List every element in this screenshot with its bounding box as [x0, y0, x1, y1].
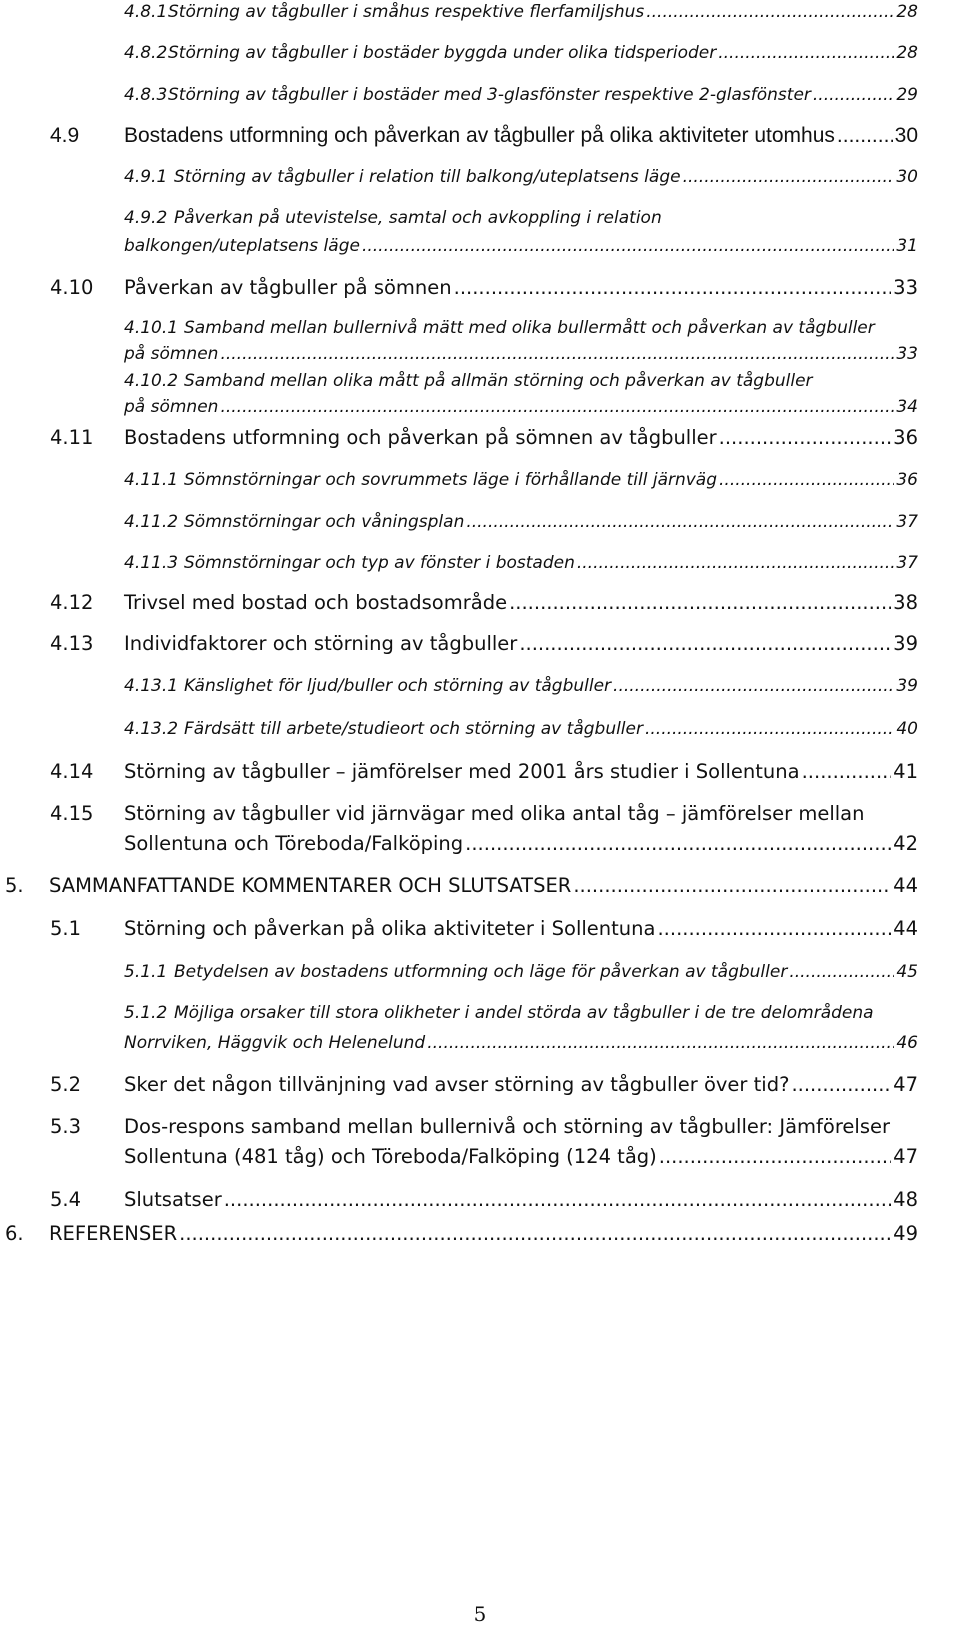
toc-leader: [645, 719, 894, 739]
toc-entry-title-cont: på sömnen: [124, 344, 219, 364]
toc-entry-number: 4.10.1: [124, 318, 179, 338]
toc-leader: [683, 167, 895, 187]
toc-entry-title: Dos-respons samband mellan bullernivå och störning av tågbuller: Jämförelser: [124, 1115, 890, 1138]
toc-entry-title-cont: Sollentuna och Töreboda/Falköping: [124, 832, 464, 855]
toc-entry[interactable]: [124, 85, 918, 105]
toc-entry-page: 36: [896, 470, 918, 490]
toc-leader: [791, 1073, 891, 1096]
toc-leader: [220, 397, 894, 417]
toc-leader: [224, 1188, 891, 1211]
toc-entry[interactable]: [50, 276, 918, 299]
toc-leader: [427, 1033, 894, 1053]
toc-leader: [657, 917, 891, 940]
toc-entry-title-cont: balkongen/uteplatsens läge: [124, 236, 360, 256]
toc-entry-title: Känslighet för ljud/buller och störning av tågbuller: [184, 676, 612, 696]
toc-entry[interactable]: [124, 43, 918, 63]
toc-leader: [454, 276, 892, 299]
toc-leader: [509, 591, 891, 614]
toc-entry-number: 4.11.2: [124, 512, 179, 532]
toc-entry[interactable]: [124, 208, 918, 228]
toc-entry-number: 5.3: [50, 1115, 82, 1138]
toc-leader: [837, 124, 893, 148]
toc-leader: [789, 962, 894, 982]
toc-entry-title: Samband mellan olika mått på allmän störning och påverkan av tågbuller: [184, 371, 813, 391]
toc-entry-title: Störning av tågbuller – jämförelser med 2001 års studier i Sollentuna: [124, 760, 800, 783]
toc-entry[interactable]: [124, 553, 918, 573]
toc-entry-continuation[interactable]: [124, 1033, 918, 1053]
toc-leader: [466, 512, 894, 532]
toc-entry-title: Trivsel med bostad och bostadsområde: [124, 591, 508, 614]
toc-entry-number: 4.13.2: [124, 719, 179, 739]
toc-entry-title-cont: Norrviken, Häggvik och Helenelund: [124, 1033, 426, 1053]
toc-entry-continuation[interactable]: [124, 1145, 918, 1168]
toc-entry-title: REFERENSER: [49, 1222, 178, 1245]
toc-entry[interactable]: [124, 371, 918, 391]
toc-entry-number: 4.8.3: [124, 85, 168, 105]
toc-entry[interactable]: [124, 1003, 918, 1023]
toc-entry-continuation[interactable]: [124, 832, 918, 855]
toc-entry-title: Störning av tågbuller vid järnvägar med olika antal tåg – jämförelser mellan: [124, 802, 865, 825]
toc-entry-page: 47: [893, 1073, 918, 1096]
toc-entry-number: 4.13: [50, 632, 94, 655]
toc-entry[interactable]: [124, 719, 918, 739]
toc-entry-continuation[interactable]: [124, 344, 918, 364]
toc-leader: [719, 470, 894, 490]
toc-entry[interactable]: [50, 591, 918, 614]
toc-entry-page: 37: [896, 512, 918, 532]
toc-entry-page: 33: [896, 344, 918, 364]
toc-entry[interactable]: [50, 1188, 918, 1211]
toc-entry-title: Sömnstörningar och sovrummets läge i förhållande till järnväg: [184, 470, 718, 490]
toc-entry[interactable]: [50, 760, 918, 783]
toc-entry-title: Slutsatser: [124, 1188, 222, 1211]
toc-leader: [718, 43, 894, 63]
toc-entry-page: 34: [896, 397, 918, 417]
toc-entry-number: 4.11: [50, 426, 94, 449]
toc-entry-page: 37: [896, 553, 918, 573]
toc-entry[interactable]: [124, 676, 918, 696]
toc-entry-page: 46: [896, 1033, 918, 1053]
toc-entry-page: 47: [893, 1145, 918, 1168]
toc-entry-title: Störning och påverkan på olika aktiviteter i Sollentuna: [124, 917, 656, 940]
toc-entry-title: Färdsätt till arbete/studieort och störning av tågbuller: [184, 719, 643, 739]
toc-entry[interactable]: [50, 917, 918, 940]
toc-entry-title: Sker det någon tillvänjning vad avser störning av tågbuller över tid?: [124, 1073, 790, 1096]
toc-entry-number: 4.15: [50, 802, 94, 825]
toc-entry-page: 39: [893, 632, 918, 655]
toc-leader: [802, 760, 892, 783]
toc-entry-page: 48: [893, 1188, 918, 1211]
toc-entry-continuation[interactable]: [124, 236, 918, 256]
toc-entry[interactable]: [124, 512, 918, 532]
toc-leader: [813, 85, 894, 105]
toc-entry[interactable]: [124, 962, 918, 982]
toc-entry-number: 4.14: [50, 760, 94, 783]
toc-entry-title-cont: Sollentuna (481 tåg) och Töreboda/Falköping (124 tåg): [124, 1145, 657, 1168]
toc-entry-number: 4.10: [50, 276, 94, 299]
toc-entry[interactable]: [50, 124, 918, 148]
toc-entry-number: 4.8.2: [124, 43, 168, 63]
toc-entry-page: 40: [896, 719, 918, 739]
toc-entry-page: 49: [893, 1222, 918, 1245]
page-number: 5: [473, 1602, 487, 1626]
toc-entry[interactable]: [124, 318, 918, 338]
toc-entry-title: Störning av tågbuller i bostäder byggda under olika tidsperioder: [168, 43, 717, 63]
toc-entry-title: Bostadens utformning och påverkan på sömnen av tågbuller: [124, 426, 717, 449]
toc-entry-continuation[interactable]: [124, 397, 918, 417]
toc-entry[interactable]: [124, 167, 918, 187]
toc-entry-number: 5.2: [50, 1073, 82, 1096]
toc-entry[interactable]: [50, 1073, 918, 1096]
toc-entry-title: Störning av tågbuller i småhus respektive flerfamiljshus: [168, 2, 645, 22]
toc-entry-page: 42: [893, 832, 918, 855]
toc-entry-title: Störning av tågbuller i relation till balkong/uteplatsens läge: [174, 167, 681, 187]
toc-entry[interactable]: [50, 802, 918, 825]
toc-entry-number: 5.4: [50, 1188, 82, 1211]
toc-entry-title: Påverkan av tågbuller på sömnen: [124, 276, 452, 299]
toc-leader: [577, 553, 895, 573]
toc-entry-title: Bostadens utformning och påverkan av tågbuller på olika aktiviteter utomhus: [124, 124, 835, 147]
toc-leader: [719, 426, 892, 449]
toc-entry-number: 4.12: [50, 591, 94, 614]
toc-entry-page: 39: [896, 676, 918, 696]
toc-entry-number: 4.10.2: [124, 371, 179, 391]
toc-entry[interactable]: [50, 426, 918, 449]
toc-entry-page: 33: [893, 276, 918, 299]
toc-entry-title: Sömnstörningar och våningsplan: [184, 512, 465, 532]
toc-entry[interactable]: [50, 632, 918, 655]
toc-entry-number: 6.: [5, 1222, 24, 1245]
toc-leader: [362, 236, 894, 256]
toc-entry-title: Störning av tågbuller i bostäder med 3-glasfönster respektive 2-glasfönster: [168, 85, 811, 105]
toc-entry-number: 4.8.1: [124, 2, 168, 22]
toc-entry-page: 41: [893, 760, 918, 783]
toc-entry-page: 31: [896, 236, 918, 256]
toc-entry-page: 44: [893, 874, 918, 897]
toc-entry-title-cont: på sömnen: [124, 397, 219, 417]
toc-entry-page: 30: [894, 124, 918, 147]
toc-leader: [465, 832, 891, 855]
toc-entry-number: 4.13.1: [124, 676, 179, 696]
toc-entry-number: 4.9.1: [124, 167, 168, 187]
toc-entry[interactable]: [5, 874, 918, 897]
toc-entry[interactable]: [5, 1222, 918, 1245]
toc-entry-page: 28: [896, 2, 918, 22]
toc-entry-title: SAMMANFATTANDE KOMMENTARER OCH SLUTSATSER: [49, 874, 572, 897]
toc-entry-page: 36: [893, 426, 918, 449]
toc-entry-number: 5.1.1: [124, 962, 168, 982]
toc-entry-page: 28: [896, 43, 918, 63]
toc-entry-title: Betydelsen av bostadens utformning och läge för påverkan av tågbuller: [174, 962, 788, 982]
toc-entry[interactable]: [50, 1115, 918, 1138]
toc-entry-title: Individfaktorer och störning av tågbuller: [124, 632, 518, 655]
toc-entry[interactable]: [124, 470, 918, 490]
toc-leader: [613, 676, 894, 696]
toc-leader: [646, 2, 894, 22]
toc-entry-number: 5.1.2: [124, 1003, 168, 1023]
toc-leader: [220, 344, 894, 364]
toc-entry-title: Sömnstörningar och typ av fönster i bostaden: [184, 553, 575, 573]
toc-entry-page: 44: [893, 917, 918, 940]
toc-entry-title: Samband mellan bullernivå mätt med olika bullermått och påverkan av tågbuller: [184, 318, 875, 338]
toc-entry-page: 29: [896, 85, 918, 105]
toc-leader: [659, 1145, 891, 1168]
toc-entry-number: 4.11.1: [124, 470, 179, 490]
toc-entry-number: 5.: [5, 874, 24, 897]
toc-entry-page: 38: [893, 591, 918, 614]
toc-entry-number: 4.11.3: [124, 553, 179, 573]
toc-entry-number: 4.9: [50, 124, 80, 147]
toc-entry-title: Möjliga orsaker till stora olikheter i andel störda av tågbuller i de tre delområdena: [174, 1003, 874, 1023]
toc-entry-number: 4.9.2: [124, 208, 168, 228]
toc-entry-number: 5.1: [50, 917, 82, 940]
toc-entry-title: Påverkan på utevistelse, samtal och avkoppling i relation: [174, 208, 662, 228]
toc-leader: [519, 632, 891, 655]
toc-entry[interactable]: [124, 2, 918, 22]
toc-entry-page: 45: [896, 962, 918, 982]
toc-leader: [573, 874, 891, 897]
toc-leader: [179, 1222, 891, 1245]
toc-entry-page: 30: [896, 167, 918, 187]
